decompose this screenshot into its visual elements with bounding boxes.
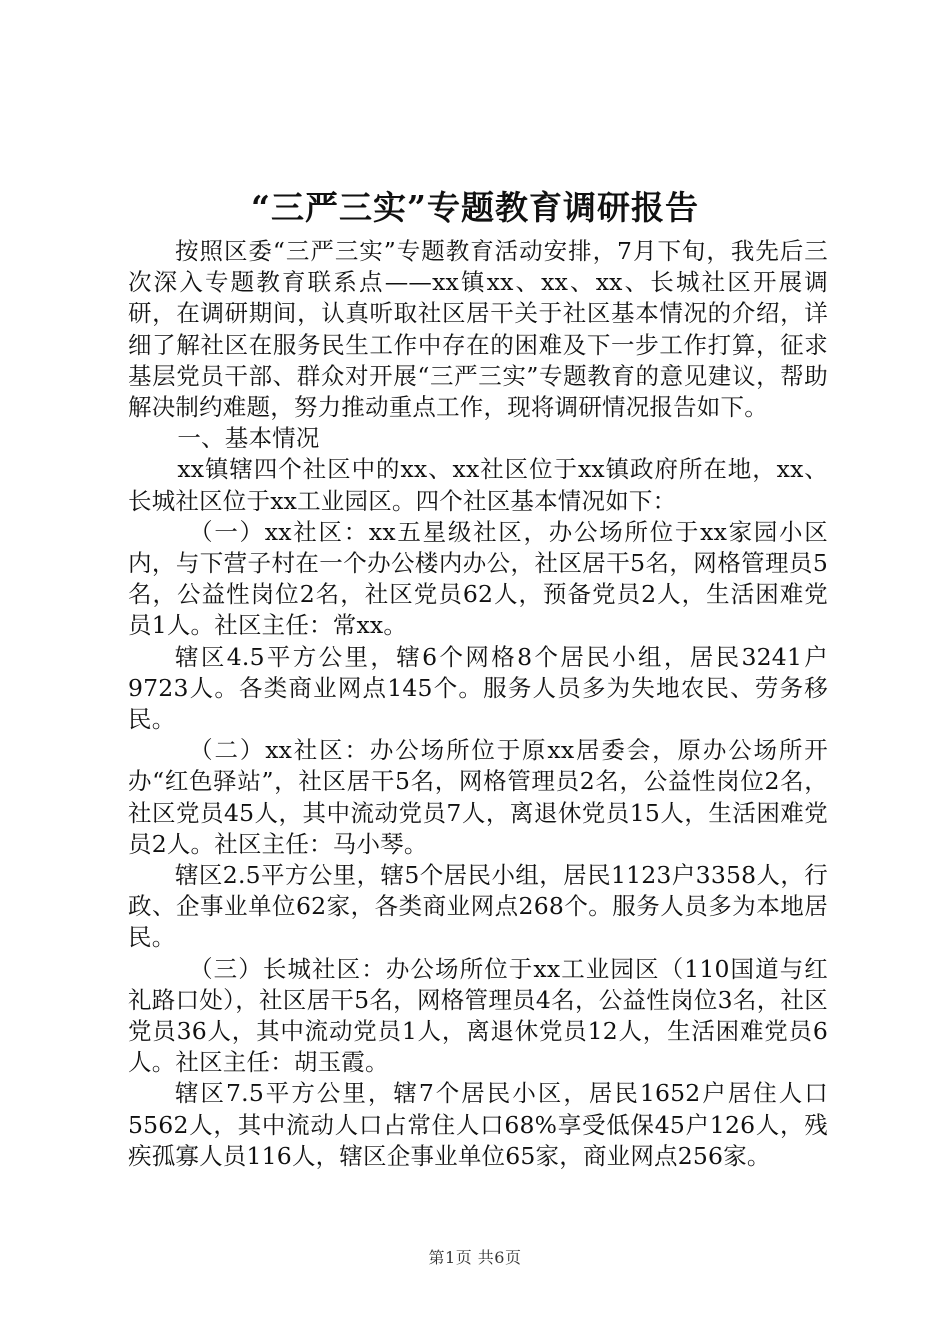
subsection-paragraph: （三）长城社区：办公场所位于xx工业园区（110国道与红礼路口处），社区居干5名，网格管理员4名，公益性岗位3名，社区党员36人，其中流动党员1人，离退休党员12人，生活困难党员6人。社区主任：胡玉霞。 (128, 954, 828, 1077)
document-title: “三严三实”专题教育调研报告 (251, 188, 699, 227)
document-body (128, 236, 828, 1172)
body-paragraph: xx镇辖四个社区中的xx、xx社区位于xx镇政府所在地，xx、长城社区位于xx工业园区。四个社区基本情况如下： (128, 455, 828, 515)
subsection-paragraph: （二）xx社区：办公场所位于原xx居委会，原办公场所开办“红色驿站”，社区居干5名，网格管理员2名，公益性岗位2名，社区党员45人，其中流动党员7人，离退休党员15人，生活困难党员2人。社区主任：马小琴。 (128, 736, 828, 858)
body-paragraph: 辖区2.5平方公里，辖5个居民小组，居民1123户3358人，行政、企事业单位62家，各类商业网点268个。服务人员多为本地居民。 (128, 861, 828, 952)
intro-paragraph: 按照区委“三严三实”专题教育活动安排，7月下旬，我先后三次深入专题教育联系点——xx镇xx、xx、xx、长城社区开展调研，在调研期间，认真听取社区居干关于社区基本情况的介绍，详细了解社区在服务民生工作中存在的困难及下一步工作打算，征求基层党员干部、群众对开展“三严三实”专题教育的意见建议，帮助解决制约难题，努力推动重点工作，现将调研情况报告如下。 (128, 237, 828, 422)
subsection-paragraph: （一）xx社区：xx五星级社区，办公场所位于xx家园小区内，与下营子村在一个办公楼内办公，社区居干5名，网格管理员5名，公益性岗位2名，社区党员62人，预备党员2人，生活困难党员1人。社区主任：常xx。 (128, 517, 828, 640)
page-footer: 第1页 共6页 (428, 1248, 522, 1267)
body-paragraph: 辖区4.5平方公里，辖6个网格8个居民小组，居民3241户9723人。各类商业网点145个。服务人员多为失地农民、劳务移民。 (128, 642, 828, 734)
body-paragraph: 辖区7.5平方公里，辖7个居民小区，居民1652户居住人口5562人，其中流动人口占常住人口68%享受低保45户126人，残疾孤寡人员116人，辖区企事业单位65家，商业网点256家。 (128, 1079, 828, 1170)
section-heading: 一、基本情况 (177, 424, 320, 453)
